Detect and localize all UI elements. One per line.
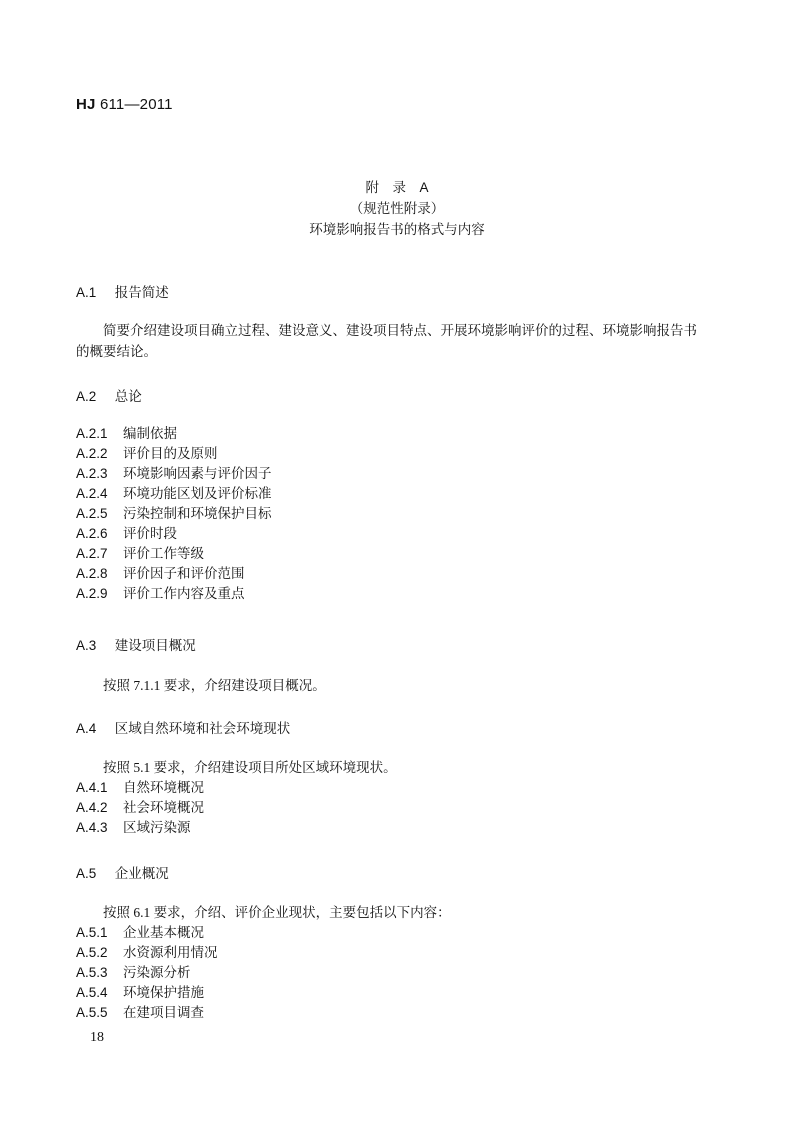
section-paragraph: 按照 6.1 要求，介绍、评价企业现状，主要包括以下内容： xyxy=(103,905,451,920)
section-heading-a2 xyxy=(76,385,142,405)
subsection-text: 污染源分析 xyxy=(123,965,191,981)
subsection-item xyxy=(76,544,272,564)
subsection-item xyxy=(76,444,272,464)
subsection-text: 社会环境概况 xyxy=(123,800,204,816)
section-number: A.5 xyxy=(76,866,97,881)
subsection-number: A.4.2 xyxy=(76,800,108,815)
section-title: 建设项目概况 xyxy=(114,638,196,653)
section-number: A.4 xyxy=(76,721,97,736)
section-paragraph: 按照 5.1 要求，介绍建设项目所处区域环境现状。 xyxy=(103,760,397,775)
subsection-number: A.2.1 xyxy=(76,426,108,441)
standard-prefix: HJ xyxy=(76,96,96,113)
subsection-number: A.5.1 xyxy=(76,925,108,940)
subsection-item xyxy=(76,584,272,604)
standard-header xyxy=(76,96,173,113)
subsection-item xyxy=(76,943,218,963)
subsection-text: 评价工作内容及重点 xyxy=(123,586,245,602)
subsection-number: A.5.3 xyxy=(76,965,108,980)
section-paragraph: 简要介绍建设项目确立过程、建设意义、建设项目特点、开展环境影响评价的过程、环境影响报告书的概要结论。 xyxy=(76,323,697,359)
subsection-text: 环境功能区划及评价标准 xyxy=(123,486,272,502)
subsection-list-a5 xyxy=(76,923,218,1023)
standard-number: 611—2011 xyxy=(99,96,173,113)
section-heading-a4 xyxy=(76,717,290,737)
subsection-text: 在建项目调查 xyxy=(123,1005,204,1021)
subsection-text: 环境保护措施 xyxy=(123,985,204,1001)
section-paragraph: 按照 7.1.1 要求，介绍建设项目概况。 xyxy=(103,678,326,693)
subsection-item xyxy=(76,778,204,798)
subsection-text: 环境影响因素与评价因子 xyxy=(123,466,272,482)
subsection-text: 评价目的及原则 xyxy=(123,446,218,462)
subsection-text: 编制依据 xyxy=(123,426,177,442)
subsection-number: A.2.3 xyxy=(76,466,108,481)
subsection-number: A.2.5 xyxy=(76,506,108,521)
subsection-number: A.5.5 xyxy=(76,1005,108,1020)
appendix-title: 附 录 A xyxy=(365,180,429,195)
subsection-item xyxy=(76,464,272,484)
subsection-item xyxy=(76,983,218,1003)
section-number: A.2 xyxy=(76,389,97,404)
subsection-number: A.2.2 xyxy=(76,446,108,461)
section-title: 企业概况 xyxy=(114,866,169,881)
subsection-text: 企业基本概况 xyxy=(123,925,204,941)
subsection-number: A.2.4 xyxy=(76,486,108,501)
section-heading-a3 xyxy=(76,634,196,654)
subsection-item xyxy=(76,818,204,838)
subsection-item xyxy=(76,798,204,818)
section-heading-a1 xyxy=(76,281,169,301)
subsection-item xyxy=(76,484,272,504)
section-number: A.3 xyxy=(76,638,97,653)
subsection-number: A.5.2 xyxy=(76,945,108,960)
section-title: 区域自然环境和社会环境现状 xyxy=(114,721,291,736)
section-title: 总论 xyxy=(114,389,142,404)
subsection-item xyxy=(76,564,272,584)
subsection-text: 自然环境概况 xyxy=(123,780,204,796)
section-title: 报告简述 xyxy=(114,285,169,300)
subsection-text: 评价因子和评价范围 xyxy=(123,566,245,582)
subsection-item xyxy=(76,424,272,444)
subsection-number: A.5.4 xyxy=(76,985,108,1000)
subsection-item xyxy=(76,504,272,524)
subsection-number: A.2.9 xyxy=(76,586,108,601)
subsection-item xyxy=(76,1003,218,1023)
subsection-number: A.2.8 xyxy=(76,566,108,581)
subsection-text: 区域污染源 xyxy=(123,820,191,836)
page-number: 18 xyxy=(90,1030,104,1045)
subsection-text: 评价时段 xyxy=(123,526,177,542)
subsection-number: A.2.7 xyxy=(76,546,108,561)
subsection-number: A.4.1 xyxy=(76,780,108,795)
subsection-item xyxy=(76,923,218,943)
subsection-item xyxy=(76,963,218,983)
subsection-list-a4 xyxy=(76,778,204,838)
section-heading-a5 xyxy=(76,862,169,882)
subsection-text: 评价工作等级 xyxy=(123,546,204,562)
subsection-text: 污染控制和环境保护目标 xyxy=(123,506,272,522)
subsection-list-a2 xyxy=(76,424,272,604)
subsection-item xyxy=(76,524,272,544)
subsection-number: A.4.3 xyxy=(76,820,108,835)
subsection-number: A.2.6 xyxy=(76,526,108,541)
appendix-subject: 环境影响报告书的格式与内容 xyxy=(309,222,485,237)
appendix-type: （规范性附录） xyxy=(349,201,445,216)
section-number: A.1 xyxy=(76,285,97,300)
subsection-text: 水资源利用情况 xyxy=(123,945,218,961)
